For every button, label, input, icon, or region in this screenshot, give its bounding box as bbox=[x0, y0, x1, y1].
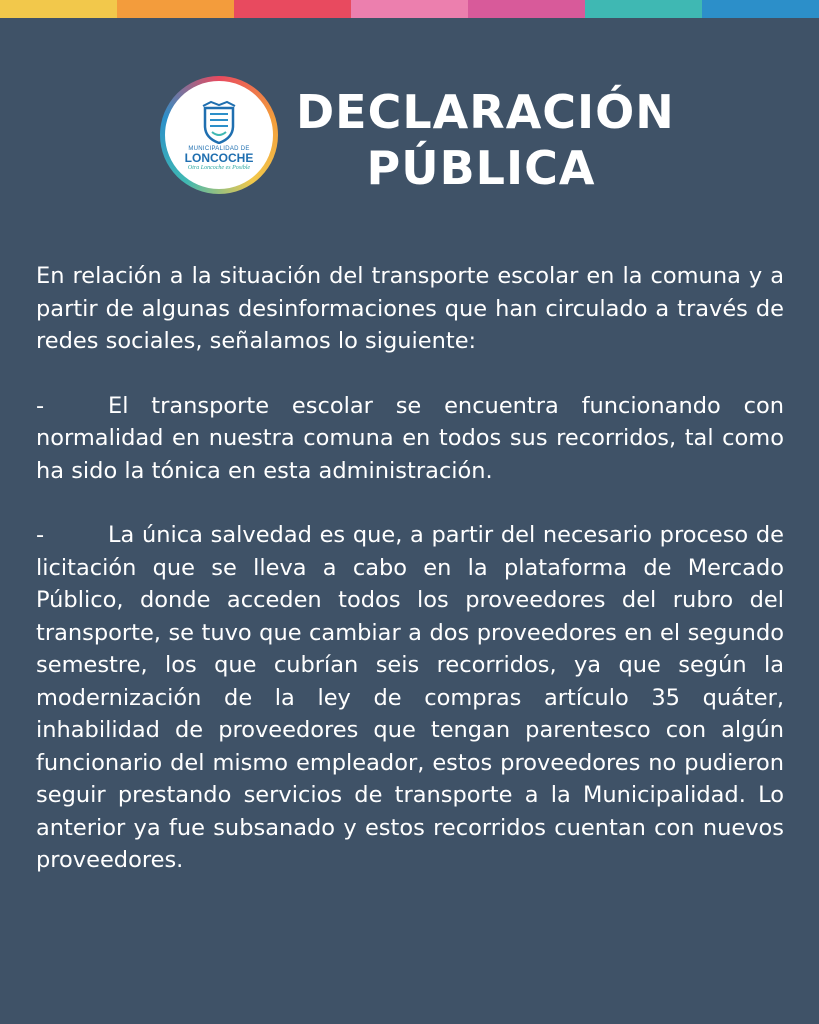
title-line-1: DECLARACIÓN bbox=[296, 85, 675, 139]
intro-paragraph: En relación a la situación del transporte escolar en la comuna y a partir de algunas desinformaciones que han circulado a través de redes sociales, señalamos lo siguiente: bbox=[36, 263, 784, 354]
bullet-text-1: El transporte escolar se encuentra funcionando con normalidad en nuestra comuna en todos sus recorridos, tal como ha sido la tónica en esta administración. bbox=[36, 392, 784, 484]
logo-label-name: LONCOCHE bbox=[184, 150, 254, 165]
bullet-paragraph-1 bbox=[36, 390, 784, 488]
stripe-pink bbox=[351, 0, 468, 18]
bullet-paragraph-2 bbox=[36, 519, 784, 877]
bullet-marker: - bbox=[36, 392, 45, 419]
title-line-2: PÚBLICA bbox=[366, 141, 596, 195]
stripe-magenta bbox=[468, 0, 585, 18]
stripe-yellow bbox=[0, 0, 117, 18]
logo-badge bbox=[165, 81, 273, 189]
logo-slogan: Otra Loncoche es Posible bbox=[187, 164, 251, 171]
bullet-text-2: La única salvedad es que, a partir del necesario proceso de licitación que se lleva a cabo en la plataforma de Mercado Público, donde acceden todos los proveedores del rubro del transporte, se tuvo que cambiar a dos proveedores en el segundo semestre, los que cubrían seis recorridos, ya que según la modernización de la ley de compras artículo 35 quáter, inhabilidad de proveedores que tengan parentesco con algún funcionario del mismo empleador, estos proveedores no pudieron seguir prestando servicios de transporte a la Municipalidad. Lo anterior ya fue subsanado y estos recorridos cuentan con nuevos proveedores. bbox=[36, 522, 784, 873]
stripe-blue bbox=[702, 0, 819, 18]
bullet-marker: - bbox=[36, 522, 45, 548]
page-title bbox=[296, 84, 675, 196]
coat-of-arms-icon bbox=[199, 100, 239, 144]
stripe-teal bbox=[585, 0, 702, 18]
statement-body bbox=[36, 260, 784, 909]
color-stripe-bar bbox=[0, 0, 819, 18]
stripe-red bbox=[234, 0, 351, 18]
logo-label-top: MUNICIPALIDAD DE bbox=[188, 145, 250, 152]
municipality-logo bbox=[160, 76, 278, 194]
stripe-orange bbox=[117, 0, 234, 18]
